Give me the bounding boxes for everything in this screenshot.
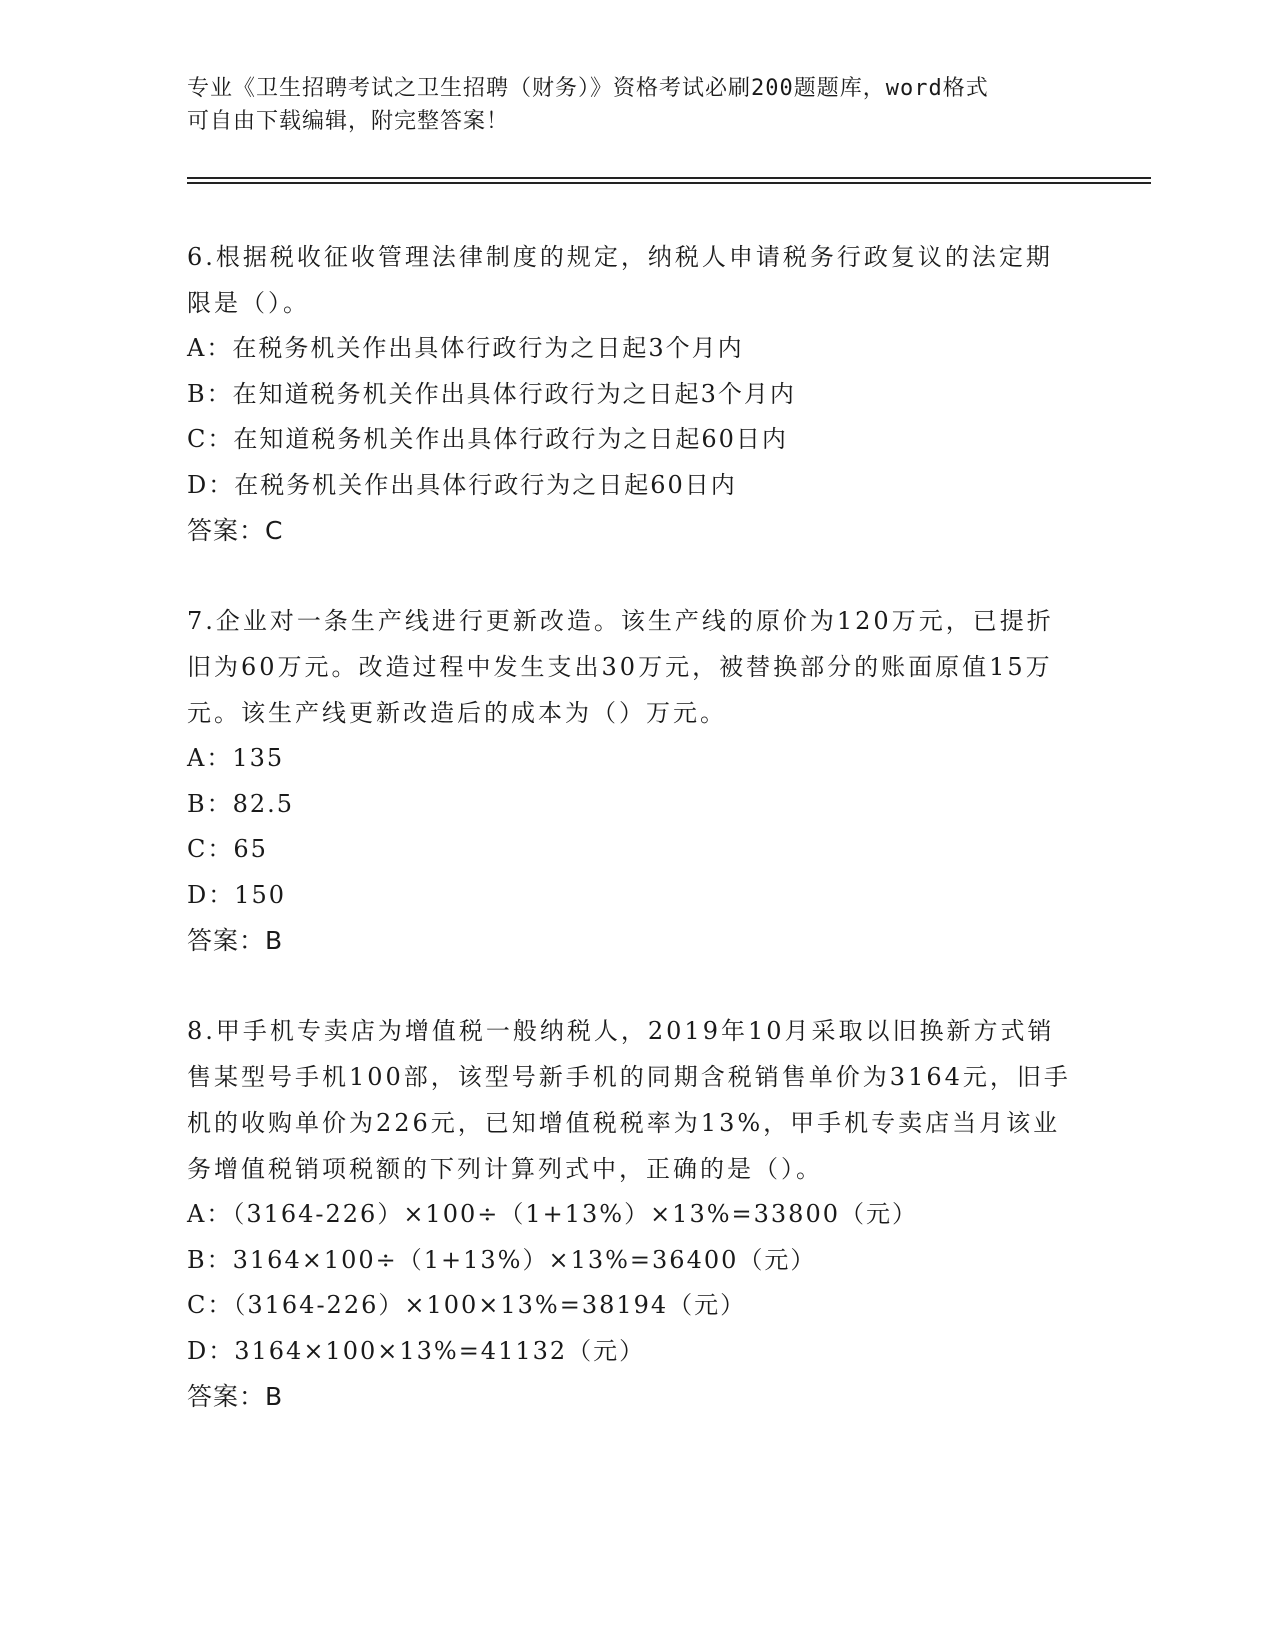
option-a: A：在税务机关作出具体行政行为之日起3个月内 xyxy=(187,334,744,362)
question-8 xyxy=(187,1008,1077,1420)
answer: 答案：B xyxy=(187,1382,284,1411)
option-c: C：在知道税务机关作出具体行政行为之日起60日内 xyxy=(187,425,788,453)
option-a: A：（3164-226）×100÷（1+13%）×13%=33800（元） xyxy=(187,1200,918,1228)
header-title-line-1: 专业《卫生招聘考试之卫生招聘（财务）》资格考试必刷200题题库，word格式 xyxy=(187,76,989,101)
option-a: A：135 xyxy=(187,744,285,772)
option-b: B：82.5 xyxy=(187,789,295,818)
option-b: B：在知道税务机关作出具体行政行为之日起3个月内 xyxy=(187,379,796,408)
option-d: D：3164×100×13%=41132（元） xyxy=(187,1336,646,1365)
document-header xyxy=(187,72,1067,138)
answer: 答案：B xyxy=(187,926,284,955)
header-divider-bottom xyxy=(187,182,1151,184)
question-stem: 6.根据税收征收管理法律制度的规定，纳税人申请税务行政复议的法定期限是（）。 xyxy=(187,243,1053,317)
option-c: C：65 xyxy=(187,835,268,863)
header-divider-top xyxy=(187,177,1151,179)
option-c: C：（3164-226）×100×13%=38194（元） xyxy=(187,1291,747,1319)
option-d: D：在税务机关作出具体行政行为之日起60日内 xyxy=(187,470,737,499)
header-title-line-2: 可自由下载编辑，附完整答案！ xyxy=(187,109,510,134)
question-6 xyxy=(187,234,1077,554)
question-stem: 8.甲手机专卖店为增值税一般纳税人，2019年10月采取以旧换新方式销售某型号手机100部，该型号新手机的同期含税销售单价为3164元，旧手机的收购单价为226元，已知增值税税率为13%，甲手机专卖店当月该业务增值税销项税额的下列计算列式中，正确的是（）。 xyxy=(187,1017,1071,1183)
question-stem: 7.企业对一条生产线进行更新改造。该生产线的原价为120万元，已提折旧为60万元。改造过程中发生支出30万元，被替换部分的账面原值15万元。该生产线更新改造后的成本为（）万元。 xyxy=(187,607,1054,727)
answer: 答案：C xyxy=(187,516,284,545)
question-7 xyxy=(187,598,1077,964)
option-b: B：3164×100÷（1+13%）×13%=36400（元） xyxy=(187,1245,817,1274)
option-d: D：150 xyxy=(187,880,287,909)
